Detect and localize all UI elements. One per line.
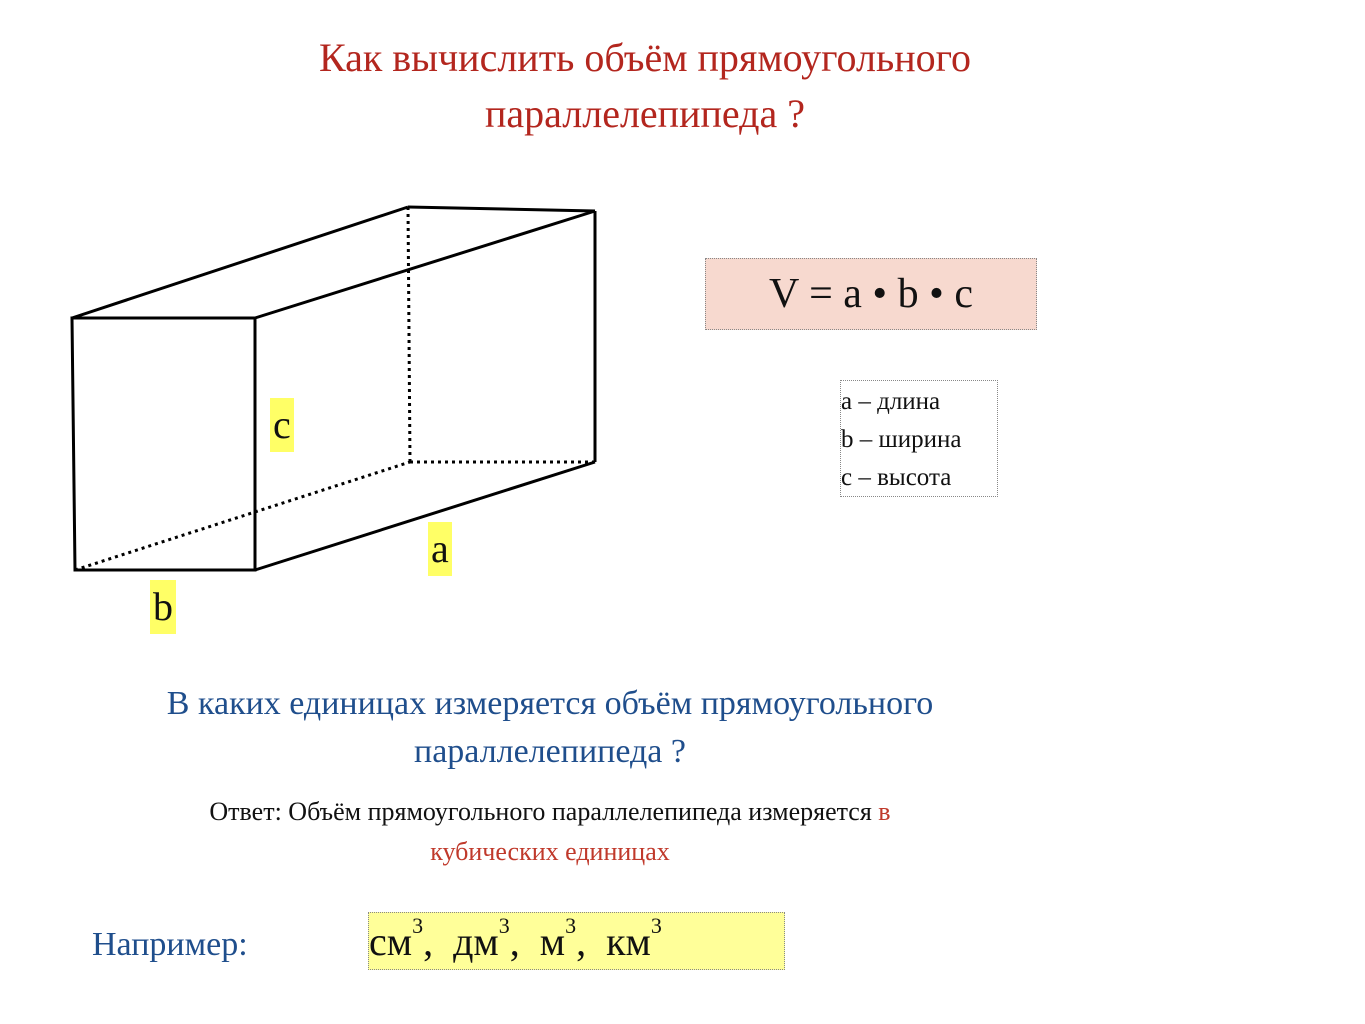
front-face [72,318,255,570]
title-line-2: параллелепипеда ? [485,91,805,136]
hidden-vertical-edge [408,207,410,462]
top-edge-left [72,207,408,318]
label-a: a [428,522,452,576]
label-b: b [150,580,176,634]
label-c: c [270,398,294,452]
title-line-1: Как вычислить объём прямоугольного [318,35,972,80]
page-title [0,30,1290,142]
hidden-left-bottom-edge [75,462,410,570]
unit-km3: $км^3$ [606,913,662,964]
legend-item-b: b – ширина [841,426,962,453]
question-line-1: В каких единицах измеряется объём прямоугольного [166,685,934,722]
unit-m3: $м^3$, [539,913,607,964]
answer-highlight-rest: кубических единицах [430,837,670,866]
bottom-edge-right [255,462,595,570]
top-edge-right [255,211,595,318]
question-line-2: параллелепипеда ? [414,733,686,770]
top-edge-back [408,207,595,211]
answer-text [60,792,1040,872]
answer-highlight-start: в [878,797,891,826]
unit-cm3: $см^3$, [369,913,454,964]
variable-legend [840,380,998,497]
example-label: Например: [92,926,248,963]
parallelepiped-diagram [0,190,640,610]
legend-item-c: с – высота [841,464,952,491]
units-question [60,680,1040,776]
units-examples [368,912,785,970]
unit-dm3: $дм^3$, [453,913,540,964]
answer-prefix: Ответ: Объём прямоугольного параллелепипеда измеряется [209,797,879,826]
legend-item-a: а – длина [841,388,941,415]
volume-formula: V = a • b • c [705,258,1037,330]
